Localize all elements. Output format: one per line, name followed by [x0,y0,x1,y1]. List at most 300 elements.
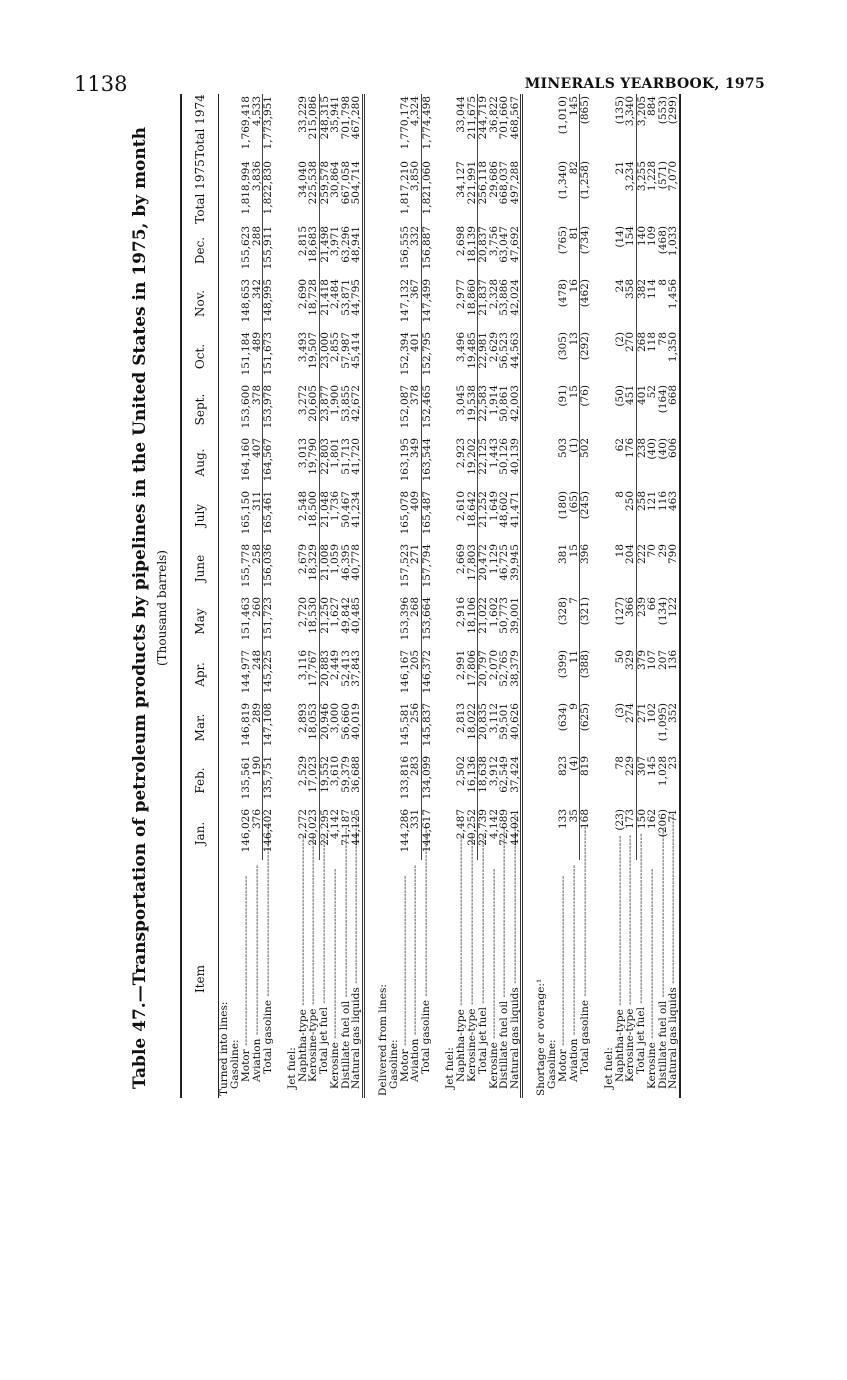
table-cell: 63,296 [339,226,352,263]
table-cell [378,436,389,489]
table-cell: 221,991 [467,159,478,224]
table-cell: (40) [656,438,669,460]
table-cell: 145,225 [262,650,274,694]
table-cell [591,277,604,330]
table-cell [432,436,445,489]
table-cell: 1,821,060 [420,161,433,215]
table-cell: 151,184 [240,332,252,376]
table-cell: 3,234 [625,159,636,224]
table-cell: 1,602 [487,597,500,628]
table-cell [591,436,604,489]
table-row-total [421,94,432,1098]
table-cell: 2,669 [455,544,467,575]
table-cell: 21 [613,161,626,175]
table-cell: (328) [557,597,569,626]
table-row [330,94,341,1098]
table-cell [363,94,378,159]
table-cell [591,94,604,159]
table-cell [536,330,547,383]
table-cell: 22,295 [318,809,331,846]
table-cell: 2,977 [455,279,467,310]
table-row [351,94,363,1098]
table-cell [363,754,378,807]
table-cell: (571) [656,161,669,190]
col-header: Feb. [181,754,219,807]
table-cell: 53,871 [339,279,352,316]
table-cell: 16,136 [467,754,478,807]
table-cell: 153,664 [420,597,433,641]
table-cell: 23,877 [318,385,331,422]
table-cell: 40,626 [510,701,522,754]
table-cell: 50,467 [339,491,352,528]
table-cell: 1,818,994 [240,161,252,215]
table-cell: 71,187 [339,809,352,846]
table-cell: 82 [569,159,580,224]
table-cell [522,94,537,159]
row-label [363,860,378,1098]
table-row [467,94,478,1098]
table-cell: 121 [646,491,658,512]
table-cell [389,595,400,648]
table-cell: 173 [625,807,636,860]
table-cell: 2,991 [455,650,467,681]
col-header: Oct. [181,330,219,383]
table-cell: 2,449 [329,650,341,681]
row-label: Naphtha-type ----- [615,860,626,1098]
table-cell: 3,756 [487,226,500,257]
table-cell: 41,720 [351,436,363,489]
running-title: MINERALS YEARBOOK, 1975 [524,76,765,92]
table-cell: 451 [625,383,636,436]
table-cell: 107 [646,650,658,671]
table-cell: 7,070 [668,159,680,224]
table-cell [536,542,547,595]
table-row [647,94,658,1098]
table-row-total [263,94,274,1098]
table-cell: 4,142 [329,809,341,840]
table-cell [432,754,445,807]
table-cell: 152,087 [398,385,411,429]
row-label: Kerosine ----- [489,860,500,1098]
table-cell: 1,649 [487,491,500,522]
table-cell: 39,945 [510,542,522,595]
table-cell [363,277,378,330]
table-cell: 1,801 [329,438,341,469]
table-cell: 144,286 [398,809,411,853]
table-cell: 153,600 [240,385,252,429]
table-cell: 468,567 [510,94,522,159]
row-label [591,860,604,1098]
table-cell: 176 [625,436,636,489]
table-cell [522,224,537,277]
table-cell: 2,679 [296,544,309,575]
table-cell: 19,538 [467,383,478,436]
table-cell: (76) [579,385,591,407]
table-cell: 18,106 [467,595,478,648]
table-cell [432,648,445,701]
table-cell: (299) [668,94,680,159]
table-cell [591,542,604,595]
table-cell: 165,078 [398,491,411,535]
table-cell [274,159,287,224]
table-cell: 3,255 [635,161,648,192]
table-cell: 40,485 [351,595,363,648]
table-cell: 35,941 [329,96,341,133]
table-cell: 2,328 [487,279,500,310]
table-row [569,94,580,1098]
table-cell: 146,819 [240,703,252,747]
table-cell [432,807,445,860]
table-cell [604,159,615,224]
table-cell: 19,552 [318,756,331,793]
table-cell [219,277,231,330]
table-cell: 250 [625,489,636,542]
table-cell: 148,995 [262,279,274,323]
row-label [274,860,287,1098]
table-cell: 1,443 [487,438,500,469]
table-cell: 22,583 [477,385,489,422]
table-cell [604,277,615,330]
table-cell: (135) [613,96,626,125]
table-cell: 3,610 [329,756,341,787]
row-label: Aviation ----- [410,860,421,1098]
table-cell [363,542,378,595]
table-cell: 1,028 [656,756,669,787]
table-cell [378,754,389,807]
table-cell: 147,132 [398,279,411,323]
table-cell: 3,496 [455,332,467,363]
table-cell: (462) [579,279,591,308]
table-cell: 2,690 [296,279,309,310]
table-cell: 152,394 [398,332,411,376]
col-header: Total 1974 [181,94,219,159]
table-cell: 163,195 [398,438,411,482]
table-cell: 21,498 [318,226,331,263]
table-cell: 29 [656,544,669,558]
table-cell: 20,605 [308,383,319,436]
table-cell [591,224,604,277]
table-cell [389,277,400,330]
table-cell [378,94,389,159]
table-cell: 239 [635,597,648,618]
page-header [74,72,765,96]
spacer-row [591,94,604,1098]
table-cell: 204 [625,542,636,595]
table-cell: 44,125 [351,807,363,860]
table-cell [389,94,400,159]
table-cell: 378 [410,383,421,436]
table-cell: 36,688 [351,754,363,807]
table-cell: 1,033 [668,224,680,277]
table-cell [522,595,537,648]
table-body [219,94,680,1098]
table-cell: 22,125 [477,438,489,475]
table-cell: 22,803 [318,438,331,475]
row-label: Total gasoline ----- [263,860,274,1098]
table-cell [604,436,615,489]
page-number: 1138 [74,72,128,96]
table-cell: 162 [646,809,658,830]
table-cell: 157,794 [420,544,433,588]
table-cell: 667,058 [339,161,352,205]
table-cell: 2,610 [455,491,467,522]
table-cell: 1,774,498 [420,96,433,150]
table-cell: 4,533 [252,94,263,159]
table-cell: 256 [410,701,421,754]
table-cell: 13 [569,330,580,383]
table-cell: 1,627 [329,597,341,628]
table-cell [363,436,378,489]
table-cell: 22,739 [477,809,489,846]
row-label: Natural gas liquids ----- [351,860,363,1098]
row-label: Distillate fuel oil ----- [341,860,352,1098]
table-cell: 396 [579,544,591,565]
pipeline-table [180,94,681,1098]
table-cell: 39,001 [510,595,522,648]
table-cell [363,330,378,383]
table-cell: 1,456 [668,277,680,330]
table-cell: 33,229 [296,96,309,133]
table-cell: 40,139 [510,436,522,489]
col-header-item: Item [181,860,219,1098]
table-cell: 1,770,174 [398,96,411,150]
table-row [252,94,263,1098]
row-label: Gasoline: [229,1039,242,1089]
table-cell: (305) [557,332,569,361]
table-cell [274,224,287,277]
table-cell [522,648,537,701]
row-label: Turned into lines: [218,1001,231,1096]
table-cell: 133 [557,809,569,830]
table-cell: 50,861 [498,385,510,422]
table-cell: 7 [569,595,580,648]
table-cell [432,224,445,277]
table-cell [389,754,400,807]
table-cell: 15 [569,383,580,436]
table-cell: 3,912 [487,756,500,787]
table-cell: 229 [625,754,636,807]
table-cell [287,94,298,159]
section-heading [536,94,547,1098]
table-cell: 407 [252,436,263,489]
col-header: Jan. [181,807,219,860]
table-cell: 165,461 [262,491,274,535]
table-cell: 2,548 [296,491,309,522]
table-cell: 50,126 [498,438,510,475]
table-cell [219,224,231,277]
table-cell: 18,642 [467,489,478,542]
table-cell: 37,843 [351,648,363,701]
table-cell [363,159,378,224]
table-cell: 35 [569,807,580,860]
table-cell [363,383,378,436]
table-cell: 190 [252,754,263,807]
table-cell: 18 [613,544,626,558]
table-cell: (468) [656,226,669,255]
table-cell: 20,252 [467,807,478,860]
table-cell: 102 [646,703,658,724]
table-cell: 2,855 [329,332,341,363]
table-cell: 118 [646,332,658,353]
table-cell: 153,396 [398,597,411,641]
table-cell [522,277,537,330]
table-cell: 271 [635,703,648,724]
table-cell: 1,900 [329,385,341,416]
table-cell: 33,044 [455,96,467,133]
table-cell [536,94,547,159]
table-cell [389,224,400,277]
table-cell [363,807,378,860]
table-cell: (91) [557,385,569,407]
table-cell: 20,883 [318,650,331,687]
table-cell: 164,567 [262,438,274,482]
table-cell: 40,019 [351,701,363,754]
table-cell: 258 [252,542,263,595]
table-cell [604,489,615,542]
table-cell: (245) [579,491,591,520]
table-cell: 248 [252,648,263,701]
table-cell: 21,022 [477,597,489,634]
table-cell [363,648,378,701]
table-cell: 3,971 [329,226,341,257]
table-cell [389,701,400,754]
table-cell: (4) [569,754,580,807]
table-cell: 21,252 [477,491,489,528]
table-cell [219,595,231,648]
table-cell [219,436,231,489]
table-cell: 53,855 [339,385,352,422]
table-cell [378,330,389,383]
table-cell: 59,501 [498,703,510,740]
table-cell: 701,660 [498,96,510,140]
table-cell: 66 [646,597,658,611]
row-label: Kerosine-type ----- [467,860,478,1098]
table-cell: 288 [252,224,263,277]
table-cell [536,224,547,277]
row-label: Natural gas liquids ----- [510,860,522,1098]
table-cell [219,648,231,701]
row-label: Kerosine ----- [330,860,341,1098]
table-cell: (399) [557,650,569,679]
table-cell [219,330,231,383]
table-cell: 379 [635,650,648,671]
table-cell: 409 [410,489,421,542]
table-cell: 48,941 [351,224,363,277]
table-cell [604,383,615,436]
table-cell: 163,544 [420,438,433,482]
table-cell: 1,817,210 [398,161,411,215]
table-cell: 62,549 [498,756,510,793]
table-cell: 2,484 [329,279,341,310]
table-cell: 884 [646,96,658,117]
table-cell: 135,561 [240,756,252,800]
table-cell: 332 [410,224,421,277]
table-cell: 283 [410,754,421,807]
table-cell [604,94,615,159]
table-cell: 382 [635,279,648,300]
row-label: Naphtha-type ----- [456,860,467,1098]
table-cell [389,542,400,595]
table-cell: 168 [579,809,591,830]
table-cell [287,330,298,383]
table-cell: 45,414 [351,330,363,383]
table-cell: 53,886 [498,279,510,316]
table-cell [591,701,604,754]
table-cell: 24 [613,279,626,293]
table-cell [274,383,287,436]
table-cell: 20,837 [477,226,489,263]
table-cell [536,754,547,807]
row-label: Total gasoline ----- [421,860,432,1098]
table-cell: 19,485 [467,330,478,383]
row-label: Kerosine ----- [647,860,658,1098]
table-cell: 56,523 [498,332,510,369]
table-cell: 215,086 [308,94,319,159]
table-cell: 42,672 [351,383,363,436]
table-cell: 155,778 [240,544,252,588]
table-cell: 463 [668,489,680,542]
table-cell [432,489,445,542]
table-cell: (1) [569,436,580,489]
table-cell: 349 [410,436,421,489]
table-cell: 497,288 [510,159,522,224]
table-cell: 19,202 [467,436,478,489]
table-cell: 19,790 [308,436,319,489]
table-cell [287,383,298,436]
table-cell: 790 [668,542,680,595]
table-cell: (292) [579,332,591,361]
table-cell: (634) [557,703,569,732]
table-cell: 21,048 [318,491,331,528]
table-cell [389,489,400,542]
table-cell [389,159,400,224]
table-cell: 38,379 [510,648,522,701]
table-cell: 42,003 [510,383,522,436]
table-row-total [580,94,591,1098]
table-cell [536,383,547,436]
table-cell [274,489,287,542]
table-cell: 367 [410,277,421,330]
col-header: Total 1975 [181,159,219,224]
table-cell [378,595,389,648]
table-cell: 352 [668,701,680,754]
table-cell: 56,660 [339,703,352,740]
col-header: Mar. [181,701,219,754]
table-cell: 156,887 [420,226,433,270]
table-cell: 146,026 [240,809,252,853]
row-label: Distillate fuel oil ----- [658,860,669,1098]
rotated-table-block [128,94,754,1098]
table-cell: 17,767 [308,648,319,701]
table-cell [378,807,389,860]
table-cell: 146,167 [398,650,411,694]
table-cell: 19,507 [308,330,319,383]
section-heading [378,94,389,1098]
table-cell: 133,816 [398,756,411,800]
table-cell [522,436,537,489]
table-cell: (180) [557,491,569,520]
table-cell: 144,977 [240,650,252,694]
row-label: Natural gas liquids ----- [668,860,680,1098]
table-cell: 17,803 [467,542,478,595]
table-cell: (478) [557,279,569,308]
table-cell [604,754,615,807]
row-label: Distillate fuel oil ----- [499,860,510,1098]
table-cell: 331 [410,807,421,860]
row-label: Jet fuel: [444,1047,457,1089]
table-cell: (40) [646,438,658,460]
table-cell [287,542,298,595]
